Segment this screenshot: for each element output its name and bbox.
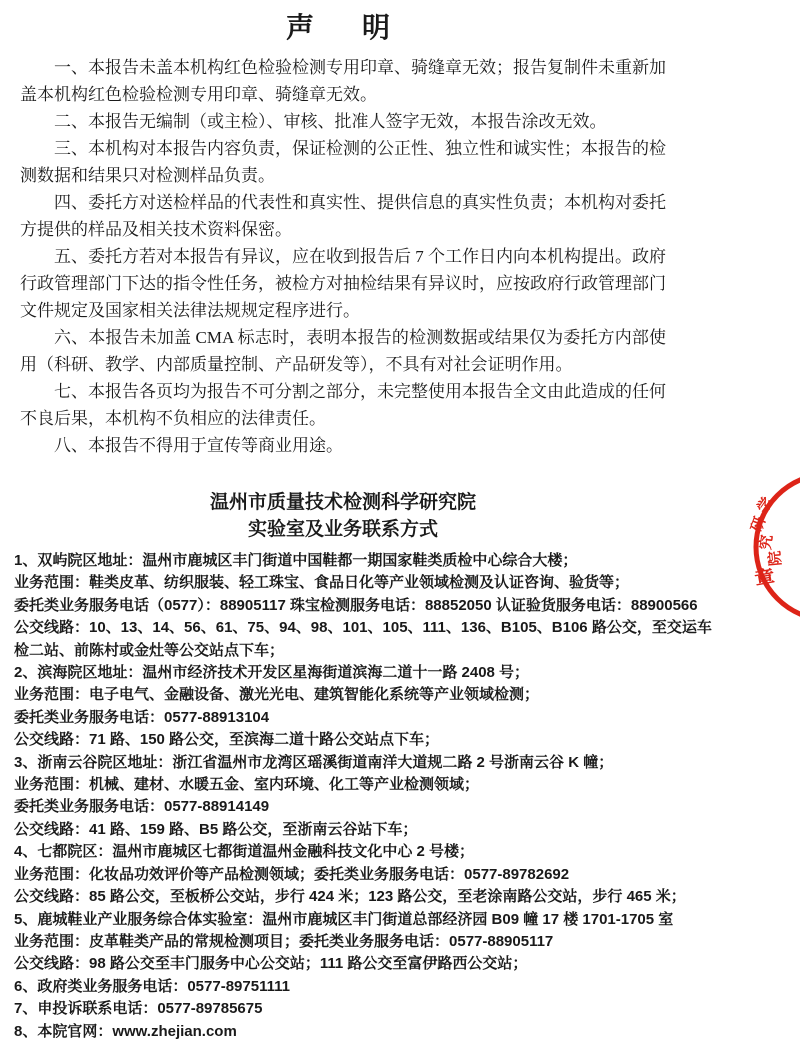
contact-line: 公交线路：71 路、150 路公交，至滨海二道十路公交站点下车； xyxy=(14,731,440,749)
contact-line: 7、申投诉联系电话：0577-89785675 xyxy=(14,1000,263,1018)
contact-line: 业务范围：电子电气、金融设备、激光光电、建筑智能化系统等产业领域检测； xyxy=(14,686,540,704)
statement-paragraph: 五、委托方若对本报告有异议，应在收到报告后 7 个工作日内向本机构提出。政府行政管理部门下达的指令性任务，被检方对抽检结果有异议时，应按政府行政管理部门文件规定及国家相关法律法规规定程序进行。 xyxy=(20,247,666,320)
contact-line: 5、鹿城鞋业产业服务综合体实验室：温州市鹿城区丰门街道总部经济园 B09 幢 17 楼 1701-1705 室 xyxy=(14,910,674,928)
contact-line: 8、本院官网：www.zhejian.com xyxy=(14,1022,237,1040)
seal-center-char: 章 xyxy=(753,566,777,592)
contact-line: 业务范围：皮革鞋类产品的常规检测项目；委托类业务服务电话：0577-88905117 xyxy=(14,932,554,950)
seal-arc-char: 学 xyxy=(754,494,777,517)
seal-arc-char: 研 xyxy=(749,514,770,535)
contact-line: 公交线路：85 路公交，至板桥公交站，步行 424 米；123 路公交，至老涂南路公交站，步行 465 米； xyxy=(14,888,686,906)
contact-line: 委托类业务服务电话：0577-88914149 xyxy=(14,798,270,816)
contact-line: 业务范围：鞋类皮革、纺织服装、轻工珠宝、食品日化等产业领域检测及认证咨询、验货等； xyxy=(14,574,630,592)
contact-section-title: 实验室及业务联系方式 xyxy=(247,519,438,540)
contact-line: 6、政府类业务服务电话：0577-89751111 xyxy=(14,977,290,995)
contact-info-section xyxy=(14,550,800,1043)
statement-paragraph: 三、本机构对本报告内容负责，保证检测的公正性、独立性和诚实性；本报告的检测数据和结果只对检测样品负责。 xyxy=(20,139,666,185)
contact-line: 业务范围：机械、建材、水暖五金、室内环境、化工等产业检测领域； xyxy=(14,776,480,794)
contact-line: 委托类业务服务电话（0577）：88905117 珠宝检测服务电话：88852050 认证验货服务电话：88900566 xyxy=(14,596,698,614)
contact-line: 业务范围：化妆品功效评价等产品检测领域；委托类业务服务电话：0577-89782692 xyxy=(14,865,570,883)
contact-line: 检二站、前陈村或金灶等公交站点下车； xyxy=(14,641,285,659)
contact-line: 1、双屿院区地址：温州市鹿城区丰门街道中国鞋都一期国家鞋类质检中心综合大楼； xyxy=(14,552,578,569)
statement-paragraph: 四、委托方对送检样品的代表性和真实性、提供信息的真实性负责；本机构对委托方提供的样品及相关技术资料保密。 xyxy=(20,193,666,239)
statement-paragraph: 一、本报告未盖本机构红色检验检测专用印章、骑缝章无效；报告复制件未重新加盖本机构红色检验检测专用印章、骑缝章无效。 xyxy=(20,58,666,104)
contact-line: 公交线路：41 路、159 路、B5 路公交，至浙南云谷站下车； xyxy=(14,820,418,838)
contact-line: 公交线路：98 路公交至丰门服务中心公交站；111 路公交至富伊路西公交站； xyxy=(14,955,528,973)
seal-arc-char: 院 xyxy=(767,550,785,567)
statement-paragraph: 六、本报告未加盖 CMA 标志时，表明本报告的检测数据或结果仅为委托方内部使用（科研、教学、内部质量控制、产品研发等），不具有对社会证明作用。 xyxy=(20,328,666,374)
contact-line: 4、七都院区：温州市鹿城区七都街道温州金融科技文化中心 2 号楼； xyxy=(14,843,475,861)
statement-paragraph: 七、本报告各页均为报告不可分割之部分，未完整使用本报告全文由此造成的任何不良后果，本机构不负相应的法律责任。 xyxy=(20,382,666,428)
contact-line: 公交线路：10、13、14、56、61、75、94、98、101、105、111、136、B105、B106 路公交，至交运车 xyxy=(14,619,712,637)
statement-paragraph: 八、本报告不得用于宣传等商业用途。 xyxy=(54,436,343,455)
page-title: 声 明 xyxy=(285,13,400,44)
statement-paragraph: 二、本报告无编制（或主检）、审核、批准人签字无效，本报告涂改无效。 xyxy=(54,112,607,131)
seal-arc-char: 究 xyxy=(758,533,777,551)
contact-line: 3、浙南云谷院区地址：浙江省温州市龙湾区瑶溪街道南洋大道规二路 2 号浙南云谷 K 幢； xyxy=(14,753,614,771)
organization-name: 温州市质量技术检测科学研究院 xyxy=(209,492,476,513)
contact-line: 2、滨海院区地址：温州市经济技术开发区星海街道滨海二道十一路 2408 号； xyxy=(14,664,530,682)
statement-section xyxy=(20,54,666,459)
contact-line: 委托类业务服务电话：0577-88913104 xyxy=(14,708,270,726)
